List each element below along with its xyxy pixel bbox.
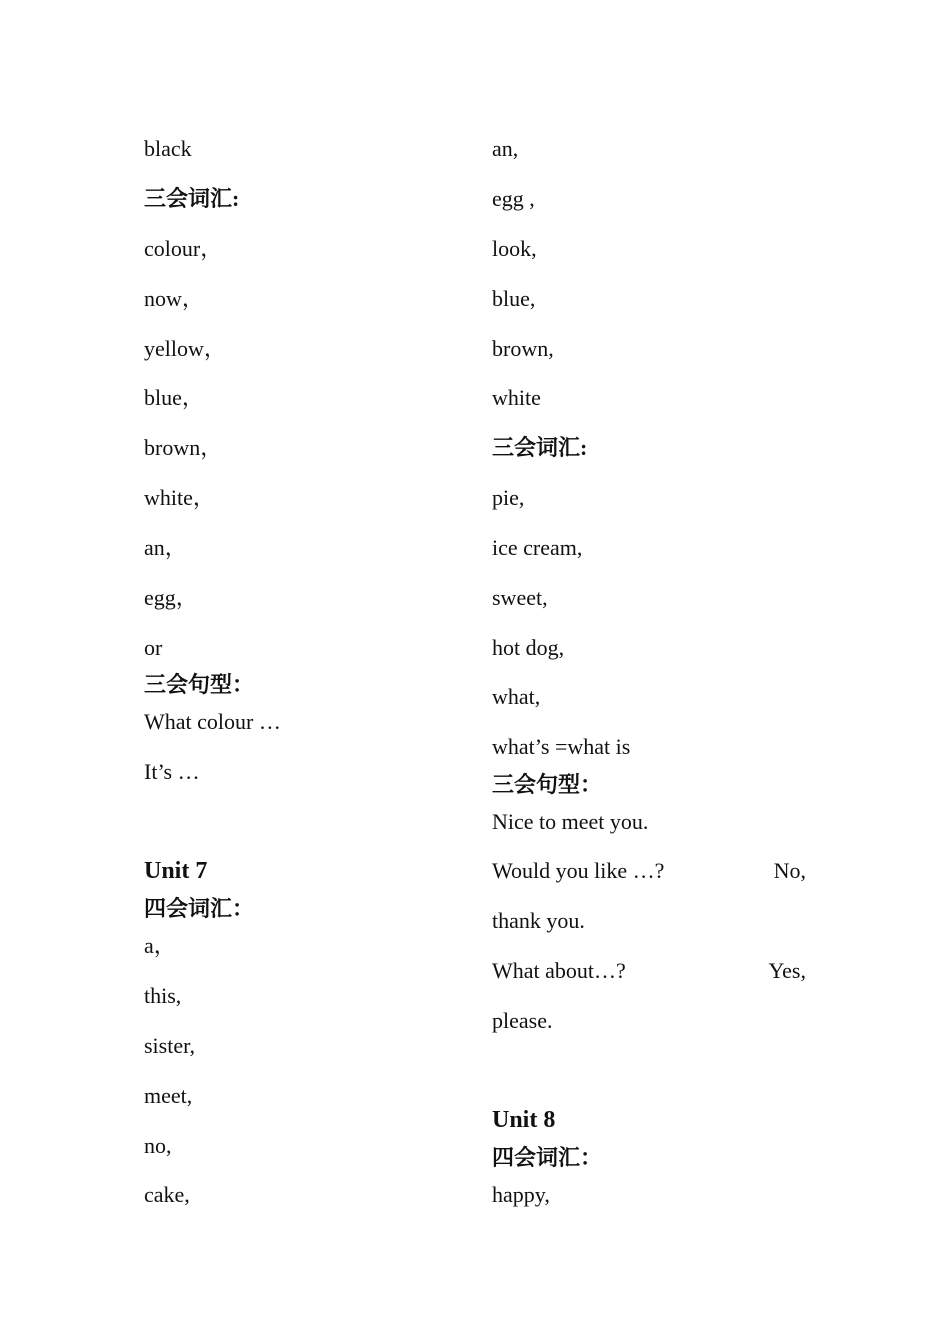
- vocab-item: colour，: [144, 236, 223, 261]
- sentence-pattern: What colour …: [144, 709, 281, 734]
- section-heading: 三会词汇:: [144, 186, 240, 211]
- vocab-item: egg，: [144, 585, 198, 610]
- section-heading: 四会词汇：: [144, 896, 255, 921]
- vocab-item: an,: [492, 136, 519, 161]
- section-heading: 三会句型：: [144, 672, 255, 697]
- vocab-item: sweet,: [492, 585, 548, 610]
- section-heading: 三会词汇:: [492, 435, 588, 460]
- vocab-item: a，: [144, 933, 176, 958]
- vocab-item: sister,: [144, 1033, 196, 1058]
- sentence-pattern-question: Would you like …?: [492, 858, 665, 883]
- sentence-pattern-continued: please.: [492, 1008, 553, 1033]
- sentence-pattern-line: [492, 958, 806, 984]
- vocab-item: look,: [492, 236, 537, 261]
- vocab-item: cake,: [144, 1182, 190, 1207]
- unit-title: Unit 7: [144, 858, 208, 884]
- vocab-item: hot dog,: [492, 635, 565, 660]
- vocab-item: happy,: [492, 1182, 550, 1207]
- vocab-item: this,: [144, 983, 182, 1008]
- sentence-pattern-answer: No,: [773, 858, 806, 883]
- section-heading: 三会句型：: [492, 772, 603, 797]
- vocab-item: what,: [492, 684, 541, 709]
- section-heading: 四会词汇：: [492, 1145, 603, 1170]
- vocab-item: blue,: [492, 286, 536, 311]
- vocab-item: meet,: [144, 1083, 193, 1108]
- vocab-item: now，: [144, 286, 204, 311]
- vocab-item: yellow，: [144, 336, 226, 361]
- vocab-item: or: [144, 635, 163, 660]
- sentence-pattern: It’s …: [144, 759, 200, 784]
- sentence-pattern-line: [492, 858, 806, 884]
- sentence-pattern-question: What about…?: [492, 958, 626, 983]
- vocab-item: ice cream,: [492, 535, 583, 560]
- vocab-item: an，: [144, 535, 187, 560]
- sentence-pattern-continued: thank you.: [492, 908, 585, 933]
- vocab-item: no,: [144, 1133, 172, 1158]
- vocab-item: blue，: [144, 385, 204, 410]
- vocab-item: brown,: [492, 336, 554, 361]
- vocab-item: brown，: [144, 435, 223, 460]
- vocab-item: egg ,: [492, 186, 535, 211]
- sentence-pattern: Nice to meet you.: [492, 809, 649, 834]
- vocab-item: what’s =what is: [492, 734, 631, 759]
- unit-title: Unit 8: [492, 1107, 556, 1133]
- vocab-item: white，: [144, 485, 215, 510]
- vocab-item: pie,: [492, 485, 525, 510]
- vocab-item: white: [492, 385, 541, 410]
- vocab-item: black: [144, 136, 192, 161]
- sentence-pattern-answer: Yes,: [768, 958, 806, 983]
